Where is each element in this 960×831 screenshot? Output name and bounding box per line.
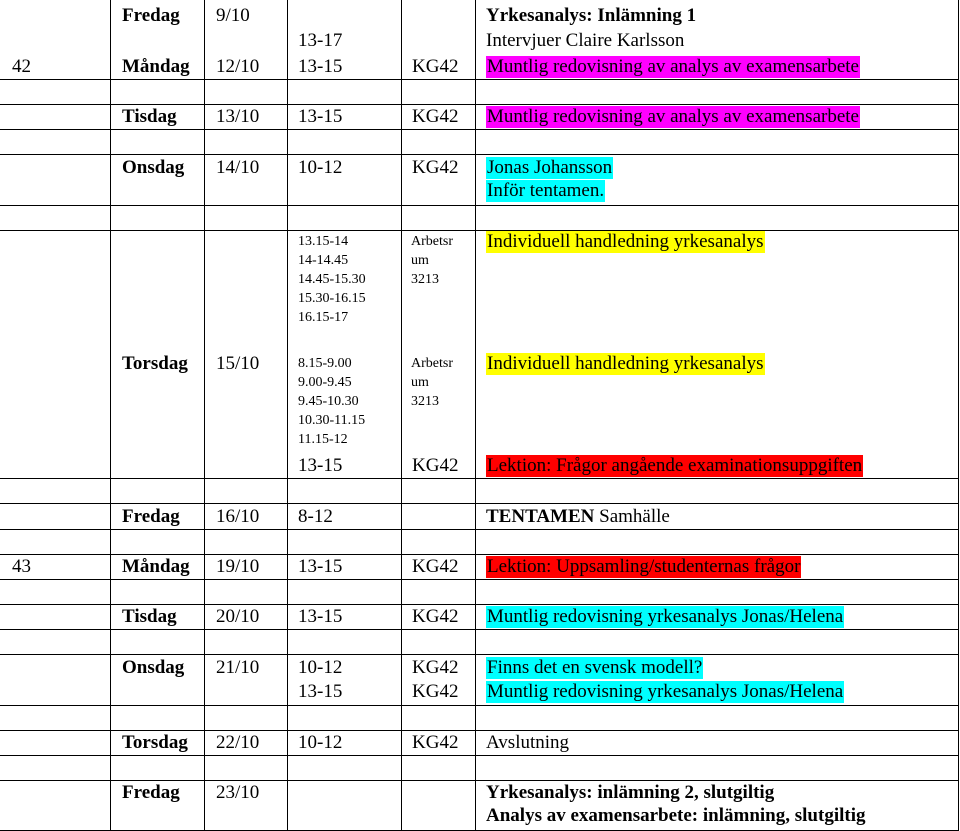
time-slots: 13.15-14 14-14.45 14.45-15.30 15.30-16.15 16.15-17 <box>298 234 366 325</box>
grid-line <box>0 730 959 731</box>
grid-line <box>0 579 959 580</box>
room-cell: KG42 <box>412 681 459 702</box>
room-cell: KG42 <box>412 106 459 127</box>
time-cell: 10-12 <box>298 657 343 678</box>
time-cell: 8-12 <box>298 506 333 527</box>
description-cell: Individuell handledning yrkesanalys <box>487 353 764 374</box>
day-cell: Onsdag <box>122 657 185 678</box>
day-cell: Onsdag <box>122 157 185 178</box>
description-cell: Muntlig redovisning yrkesanalys Jonas/Helena <box>487 681 844 702</box>
description-cell: Yrkesanalys: Inlämning 1 <box>486 5 697 26</box>
grid-line <box>0 755 959 756</box>
description-cell: Individuell handledning yrkesanalys <box>487 231 764 252</box>
grid-line <box>0 604 959 605</box>
date-cell: 16/10 <box>216 506 260 527</box>
grid-line <box>0 129 959 130</box>
week-cell: 42 <box>12 56 31 77</box>
description-cell: Muntlig redovisning av analys av examensarbete <box>487 56 859 77</box>
room-cell: KG42 <box>412 606 459 627</box>
description-cell: Lektion: Frågor angående examinationsuppgiften <box>487 455 863 476</box>
description-cell: Analys av examensarbete: inlämning, slutgiltig <box>486 805 866 826</box>
description-cell: Intervjuer Claire Karlsson <box>486 30 685 51</box>
description-cell: Inför tentamen. <box>487 180 605 201</box>
room-cell: KG42 <box>412 56 459 77</box>
description-cell: Yrkesanalys: inlämning 2, slutgiltig <box>486 782 775 803</box>
day-cell: Torsdag <box>122 353 188 374</box>
date-cell: 19/10 <box>216 556 260 577</box>
exam-subject: Samhälle <box>594 506 670 527</box>
date-cell: 22/10 <box>216 732 260 753</box>
day-cell: Tisdag <box>122 106 177 127</box>
time-cell: 13-17 <box>298 30 343 51</box>
date-cell: 21/10 <box>216 657 260 678</box>
day-cell: Fredag <box>122 506 180 527</box>
description-cell: Finns det en svensk modell? <box>487 657 703 678</box>
grid-line <box>958 0 959 831</box>
day-cell: Måndag <box>122 56 190 77</box>
room-cell: Arbetsr um 3213 <box>411 234 453 287</box>
date-cell: 20/10 <box>216 606 260 627</box>
room-cell: KG42 <box>412 455 459 476</box>
grid-line <box>0 79 959 80</box>
description-cell: Jonas Johansson <box>487 157 613 178</box>
room-cell: KG42 <box>412 657 459 678</box>
time-cell: 13-15 <box>298 455 343 476</box>
date-cell: 15/10 <box>216 353 260 374</box>
grid-line <box>0 205 959 206</box>
room-cell: KG42 <box>412 732 459 753</box>
day-cell: Tisdag <box>122 606 177 627</box>
room-cell: Arbetsr um 3213 <box>411 356 453 409</box>
exam-label: TENTAMEN <box>486 506 595 527</box>
time-cell: 10-12 <box>298 732 343 753</box>
time-cell: 13-15 <box>298 681 343 702</box>
grid-line <box>0 554 959 555</box>
date-cell: 13/10 <box>216 106 260 127</box>
day-cell: Fredag <box>122 5 180 26</box>
time-cell: 13-15 <box>298 106 343 127</box>
description-cell <box>486 506 670 528</box>
date-cell: 12/10 <box>216 56 260 77</box>
grid-line <box>110 0 111 831</box>
day-cell: Torsdag <box>122 732 188 753</box>
grid-line <box>287 0 288 831</box>
day-cell: Måndag <box>122 556 190 577</box>
grid-line <box>0 629 959 630</box>
grid-line <box>0 503 959 504</box>
date-cell: 23/10 <box>216 782 260 803</box>
date-cell: 9/10 <box>216 5 250 26</box>
grid-line <box>0 705 959 706</box>
time-slots: 8.15-9.00 9.00-9.45 9.45-10.30 10.30-11.15 11.15-12 <box>298 356 366 447</box>
description-cell: Avslutning <box>486 732 570 753</box>
time-cell: 13-15 <box>298 606 343 627</box>
room-cell: KG42 <box>412 157 459 178</box>
time-cell: 13-15 <box>298 56 343 77</box>
week-cell: 43 <box>12 556 31 577</box>
grid-line <box>0 478 959 479</box>
day-cell: Fredag <box>122 782 180 803</box>
grid-line <box>475 0 476 831</box>
grid-line <box>0 529 959 530</box>
time-cell: 10-12 <box>298 157 343 178</box>
description-cell: Muntlig redovisning yrkesanalys Jonas/Helena <box>487 606 844 627</box>
time-cell: 13-15 <box>298 556 343 577</box>
grid-line <box>0 104 959 105</box>
description-cell: Lektion: Uppsamling/studenternas frågor <box>487 556 801 577</box>
grid-line <box>0 230 959 231</box>
date-cell: 14/10 <box>216 157 260 178</box>
grid-line <box>204 0 205 831</box>
grid-line <box>401 0 402 831</box>
room-cell: KG42 <box>412 556 459 577</box>
description-cell: Muntlig redovisning av analys av examensarbete <box>487 106 859 127</box>
grid-line <box>0 654 959 655</box>
grid-line <box>0 154 959 155</box>
grid-line <box>0 780 959 781</box>
